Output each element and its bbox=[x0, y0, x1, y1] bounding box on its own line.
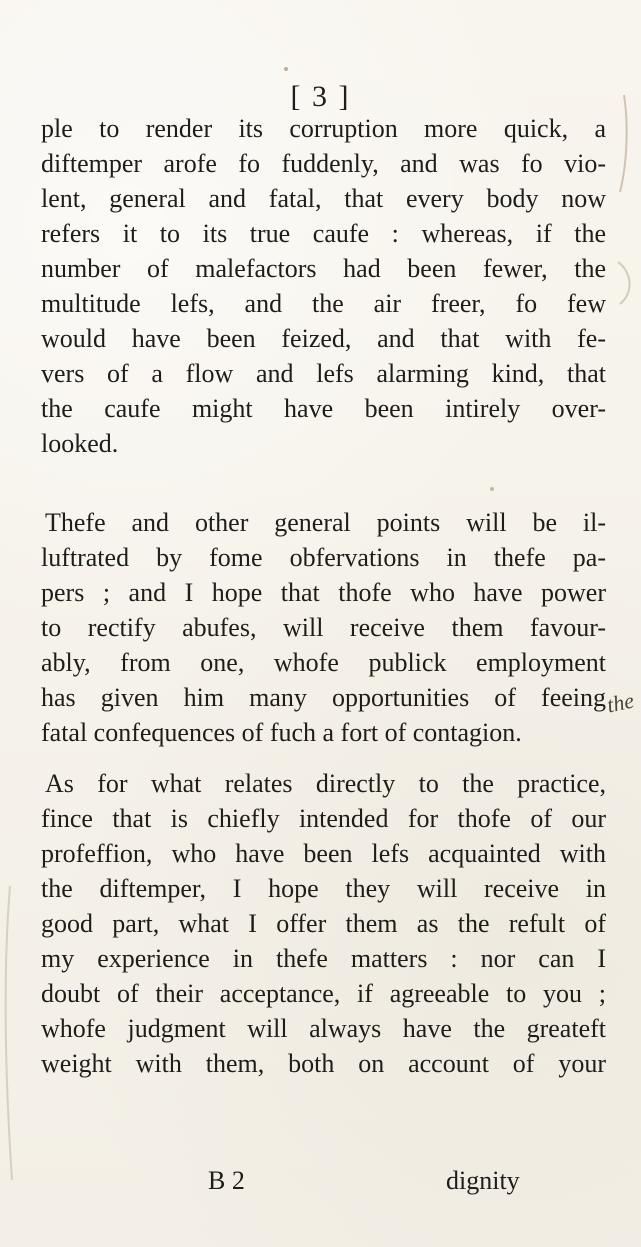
paragraph-3-line-2: fince that is chiefly intended for thofe of our bbox=[41, 804, 606, 833]
paragraph-1-line-9: the caufe might have been intirely over- bbox=[41, 394, 606, 423]
paragraph-1-line-5: number of malefactors had been fewer, the bbox=[41, 254, 606, 283]
page-number-header: [ 3 ] bbox=[290, 80, 351, 113]
paragraph-1-line-10: looked. bbox=[41, 429, 119, 458]
paragraph-3-line-4: the diftemper, I hope they will receive in bbox=[41, 874, 606, 903]
paragraph-1-line-7: would have been feized, and that with fe- bbox=[41, 324, 606, 353]
left-edge-shadow bbox=[6, 886, 12, 1180]
paragraph-3-line-8: whofe judgment will always have the greateft bbox=[41, 1014, 606, 1043]
paragraph-2-line-6: has given him many opportunities of feeing bbox=[41, 683, 606, 712]
paper-spot-2 bbox=[490, 487, 494, 491]
paragraph-3 bbox=[41, 766, 606, 1081]
paragraph-1-line-3: lent, general and fatal, that every body now bbox=[41, 184, 606, 213]
paragraph-3-line-5: good part, what I offer them as the refult of bbox=[41, 909, 606, 938]
signature-line bbox=[0, 1162, 641, 1200]
catchword: dignity bbox=[446, 1166, 520, 1195]
paragraph-2-line-4: to rectify abufes, will receive them favour- bbox=[41, 613, 606, 642]
paragraph-3-line-6: my experience in thefe matters : nor can I bbox=[41, 944, 606, 973]
paragraph-3-line-7: doubt of their acceptance, if agreeable to you ; bbox=[41, 979, 606, 1008]
paragraph-2-line-7: fatal confequences of fuch a fort of contagion. bbox=[41, 718, 522, 747]
paragraph-1-line-6: multitude lefs, and the air freer, fo few bbox=[41, 289, 606, 318]
paragraph-2 bbox=[41, 505, 606, 750]
paragraph-3-line-9: weight with them, both on account of your bbox=[41, 1049, 606, 1078]
right-edge-shadow bbox=[618, 262, 630, 304]
paper-spot bbox=[284, 67, 288, 71]
paragraph-1-line-4: refers it to its true caufe : whereas, if the bbox=[41, 219, 606, 248]
paragraph-2-line-5: ably, from one, whofe publick employment bbox=[41, 648, 606, 677]
paragraph-2-line-2: luftrated by fome obfervations in thefe pa- bbox=[41, 543, 606, 572]
handwritten-marginal-note: the bbox=[604, 687, 637, 718]
paragraph-1 bbox=[41, 111, 606, 461]
signature-mark: B 2 bbox=[208, 1166, 245, 1195]
paragraph-2-line-1: Thefe and other general points will be il- bbox=[45, 508, 606, 537]
paragraph-1-line-2: diftemper arofe fo fuddenly, and was fo vio- bbox=[41, 149, 606, 178]
paragraph-1-line-8: vers of a flow and lefs alarming kind, that bbox=[41, 359, 606, 388]
paragraph-2-line-3: pers ; and I hope that thofe who have power bbox=[41, 578, 606, 607]
paragraph-3-line-1: As for what relates directly to the practice, bbox=[45, 769, 606, 798]
paragraph-3-line-3: profeffion, who have been lefs acquainted with bbox=[41, 839, 606, 868]
paragraph-1-line-1: ple to render its corruption more quick, a bbox=[41, 114, 606, 143]
